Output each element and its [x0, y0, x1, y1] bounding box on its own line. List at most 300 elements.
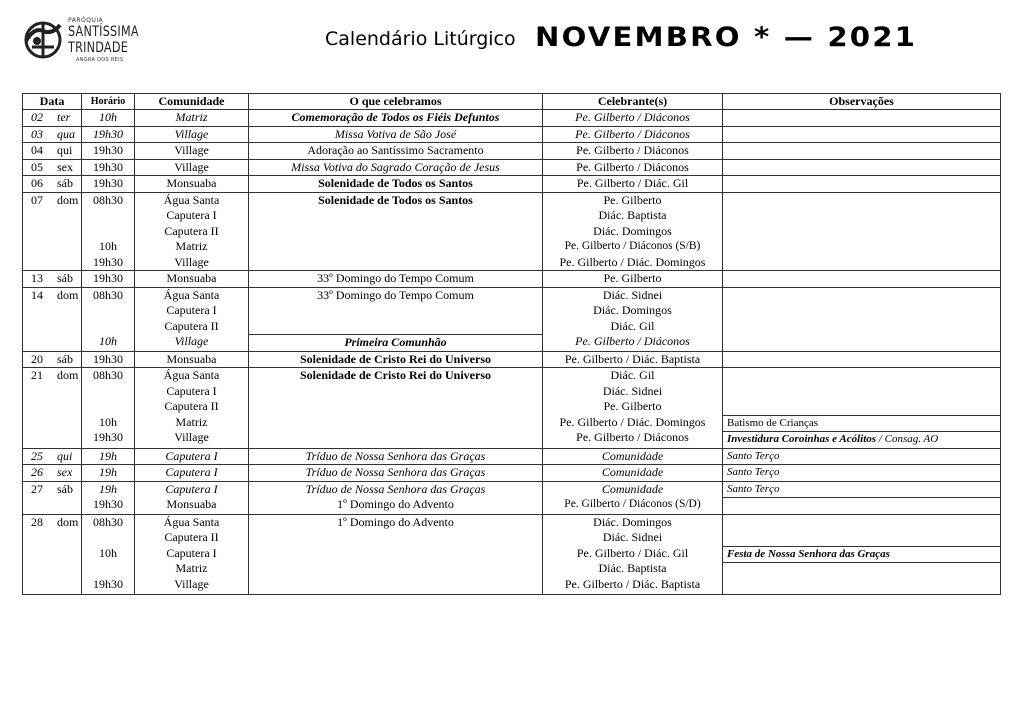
date-label	[23, 160, 81, 176]
time-cell	[82, 448, 135, 465]
date-cell	[23, 110, 82, 127]
weekday: dom	[57, 368, 79, 382]
day-number: 20	[31, 351, 43, 366]
column-header-observations: Observações	[723, 94, 1001, 110]
day-number: 05	[31, 159, 43, 174]
observation-text	[723, 160, 1000, 176]
date-label	[23, 176, 81, 192]
celebrant-name: Pe. Gilberto / Diác. Gil	[576, 176, 689, 190]
table-row	[23, 143, 1001, 160]
observation-text	[723, 239, 1000, 255]
weekday: sex	[57, 159, 73, 174]
community-name: Água Santa	[163, 287, 220, 302]
community-name: Caputera I	[165, 448, 218, 463]
weekday: qui	[57, 448, 73, 463]
day-number: 26	[31, 465, 43, 479]
community-cell	[135, 110, 249, 127]
celebrant-name: Pe. Gilberto / Diáconos	[576, 159, 689, 174]
time-cell	[82, 481, 135, 514]
time-cell	[82, 192, 135, 271]
celebrant-name: Pe. Gilberto	[603, 271, 662, 285]
date-cell	[23, 448, 82, 465]
celebration-cell	[249, 481, 543, 514]
column-header-date: Data	[23, 94, 82, 110]
celebration-text	[249, 530, 542, 546]
time-value: 19h30	[93, 143, 123, 157]
celebrant-name: Comunidade	[601, 448, 664, 463]
time-value: 19h30	[93, 176, 123, 190]
logo-name-line2: TRINDADE	[68, 40, 129, 56]
celebration-cell	[249, 192, 543, 271]
time-value: 19h30	[93, 430, 123, 444]
logo-name-line1: SANTÍSSIMA	[68, 24, 139, 40]
time-cell	[82, 351, 135, 368]
community-name: Água Santa	[163, 368, 220, 382]
weekday: sex	[57, 465, 73, 479]
celebration-text: Tríduo de Nossa Senhora das Graças	[305, 448, 486, 463]
community-name: Monsuaba	[166, 176, 217, 190]
weekday: dom	[57, 287, 79, 302]
community-cell	[135, 126, 249, 143]
time-value: 08h30	[93, 287, 123, 302]
day-number: 28	[31, 514, 43, 529]
observation-text	[723, 319, 1000, 335]
celebrant-name: Diác. Baptista	[598, 561, 667, 575]
observation-text: Batismo de Crianças	[723, 415, 1000, 432]
observation-cell	[723, 143, 1001, 160]
weekday: ter	[57, 110, 71, 124]
celebrant-cell	[543, 448, 723, 465]
community-name: Village	[174, 334, 209, 348]
community-name: Caputera II	[164, 530, 219, 544]
celebration-cell	[249, 448, 543, 465]
table-row	[23, 271, 1001, 288]
community-name: Village	[174, 576, 209, 591]
celebrant-cell	[543, 514, 723, 595]
celebrant-cell	[543, 192, 723, 271]
celebrant-cell	[543, 271, 723, 288]
weekday: dom	[57, 192, 79, 207]
table-row	[23, 110, 1001, 127]
community-cell	[135, 176, 249, 193]
observation-cell	[723, 481, 1001, 514]
celebration-cell	[249, 159, 543, 176]
date-label	[23, 271, 81, 287]
celebrant-name: Pe. Gilberto / Diáconos	[575, 110, 690, 124]
page-title: NOVEMBRO * — 2021	[535, 22, 918, 53]
date-cell	[23, 271, 82, 288]
date-cell	[23, 176, 82, 193]
table-row	[23, 192, 1001, 271]
celebration-cell	[249, 271, 543, 288]
time-value: 08h30	[93, 514, 123, 529]
celebrant-name: Pe. Gilberto / Diáconos	[575, 334, 690, 348]
community-cell	[135, 448, 249, 465]
celebrant-name: Diác. Gil	[610, 318, 655, 333]
celebration-text: Comemoração de Todos os Fiéis Defuntos	[291, 110, 500, 124]
observation-rest: / Consag. AO	[876, 433, 939, 445]
observation-cell	[723, 514, 1001, 595]
observation-text	[723, 562, 1000, 579]
date-cell	[23, 514, 82, 595]
time-value: 19h30	[93, 271, 123, 285]
community-name: Caputera I	[166, 383, 217, 398]
celebration-text: Solenidade de Cristo Rei do Universo	[299, 368, 491, 382]
weekday: sáb	[57, 351, 73, 366]
time-value: 08h30	[93, 192, 123, 207]
observation-cell	[723, 448, 1001, 465]
time-value: 10h	[99, 414, 117, 429]
liturgical-calendar-table	[22, 93, 1001, 595]
community-cell	[135, 368, 249, 449]
celebrant-name: Pe. Gilberto	[603, 399, 662, 413]
time-value: 19h30	[93, 576, 123, 591]
community-name: Água Santa	[163, 192, 220, 207]
observation-cell	[723, 192, 1001, 271]
table-row	[23, 465, 1001, 482]
community-name: Caputera I	[166, 208, 217, 222]
celebrant-name: Pe. Gilberto / Diáconos	[576, 143, 689, 157]
parish-logo	[22, 15, 147, 65]
date-cell	[23, 481, 82, 514]
celebrant-cell	[543, 110, 723, 127]
time-cell	[82, 110, 135, 127]
time-value: 19h	[99, 465, 117, 479]
observation-bold: Investidura Coroinhas e Acólitos	[727, 433, 877, 445]
celebrant-name: Pe. Gilberto / Diáconos	[575, 126, 690, 141]
community-name: Village	[174, 126, 209, 141]
table-row	[23, 159, 1001, 176]
community-name: Caputera I	[165, 481, 218, 496]
observation-cell	[723, 351, 1001, 368]
community-name: Village	[174, 159, 209, 174]
table-row	[23, 514, 1001, 595]
table-row	[23, 126, 1001, 143]
date-cell	[23, 351, 82, 368]
community-name: Village	[174, 143, 209, 157]
celebrant-name: Pe. Gilberto / Diáconos (S/B)	[564, 240, 701, 252]
date-label	[23, 465, 81, 481]
observation-text	[723, 399, 1000, 415]
celebrant-name: Comunidade	[601, 465, 664, 479]
celebrant-name: Diác. Domingos	[593, 514, 672, 529]
celebrant-name: Pe. Gilberto / Diáconos	[576, 430, 689, 444]
community-name: Village	[174, 254, 209, 269]
weekday: sáb	[57, 271, 73, 285]
date-label	[23, 449, 81, 465]
celebration-cell	[249, 351, 543, 368]
observation-text	[723, 271, 1000, 287]
celebrant-name: Pe. Gilberto / Diác. Domingos	[559, 254, 706, 269]
date-label	[23, 515, 81, 531]
community-cell	[135, 465, 249, 482]
celebration-text: 1º Domingo do Advento	[337, 497, 454, 511]
celebration-cell	[249, 287, 543, 351]
observation-text	[723, 431, 1000, 448]
time-value: 10h	[99, 110, 117, 124]
observation-text	[723, 497, 1000, 514]
community-name: Água Santa	[163, 514, 220, 529]
day-number: 27	[31, 481, 43, 496]
time-cell	[82, 176, 135, 193]
community-name: Caputera I	[166, 303, 217, 317]
community-name: Monsuaba	[166, 271, 217, 285]
celebration-text	[249, 384, 542, 400]
celebrant-name: Diác. Domingos	[593, 223, 672, 238]
observation-text	[723, 334, 1000, 350]
observation-text	[723, 515, 1000, 531]
observation-text	[723, 288, 1000, 304]
time-value: 19h	[99, 481, 117, 496]
celebrant-name: Diác. Sidnei	[602, 530, 663, 544]
celebration-text: Missa Votiva do Sagrado Coração de Jesus	[291, 159, 500, 174]
date-cell	[23, 192, 82, 271]
day-number: 06	[31, 176, 43, 190]
observation-text	[723, 176, 1000, 192]
celebrant-name: Diác. Gil	[610, 368, 655, 382]
celebrant-name: Diác. Sidnei	[602, 287, 663, 302]
celebration-cell	[249, 465, 543, 482]
time-cell	[82, 126, 135, 143]
celebration-text	[249, 208, 542, 224]
observation-text	[723, 224, 1000, 240]
community-cell	[135, 143, 249, 160]
column-header-celebration: O que celebramos	[249, 94, 543, 110]
community-name: Village	[174, 430, 209, 444]
celebrant-name: Pe. Gilberto	[603, 192, 662, 207]
community-cell	[135, 481, 249, 514]
celebrant-cell	[543, 126, 723, 143]
date-cell	[23, 126, 82, 143]
celebration-text	[249, 399, 542, 415]
celebration-cell	[249, 126, 543, 143]
date-label	[23, 193, 81, 209]
time-cell	[82, 159, 135, 176]
community-name: Matriz	[175, 561, 208, 575]
time-cell	[82, 143, 135, 160]
day-number: 14	[31, 287, 43, 302]
weekday: qui	[57, 143, 73, 157]
date-label	[23, 352, 81, 368]
community-name: Monsuaba	[166, 497, 217, 511]
observation-text	[723, 193, 1000, 209]
time-value: 19h30	[93, 159, 123, 174]
celebration-text: Tríduo de Nossa Senhora das Graças	[305, 481, 486, 496]
celebration-text: Solenidade de Todos os Santos	[318, 176, 473, 190]
celebration-text: Solenidade de Cristo Rei do Universo	[299, 351, 491, 366]
celebrant-name: Pe. Gilberto / Diác. Domingos	[559, 414, 706, 429]
date-label	[23, 482, 81, 498]
celebration-text: Adoração ao Santíssimo Sacramento	[307, 143, 484, 157]
community-name: Matriz	[175, 110, 208, 124]
celebrant-cell	[543, 368, 723, 449]
observation-text	[723, 143, 1000, 159]
celebration-text: Missa Votiva de São José	[334, 126, 457, 141]
celebrant-name: Diác. Domingos	[593, 303, 672, 317]
celebrant-name: Pe. Gilberto / Diác. Baptista	[564, 576, 701, 591]
celebrant-name: Pe. Gilberto / Diác. Baptista	[564, 351, 701, 366]
trinity-symbol-icon	[22, 19, 64, 59]
day-number: 07	[31, 192, 43, 207]
celebration-cell	[249, 143, 543, 160]
observation-text: Festa de Nossa Senhora das Graças	[723, 546, 1000, 563]
logo-city-label: ANGRA DOS REIS	[76, 57, 124, 63]
time-value: 19h30	[93, 351, 123, 366]
celebrant-cell	[543, 465, 723, 482]
community-name: Caputera I	[165, 465, 218, 479]
celebration-text: 33º Domingo do Tempo Comum	[317, 271, 474, 285]
date-cell	[23, 143, 82, 160]
column-header-community: Comunidade	[135, 94, 249, 110]
celebration-text: 33º Domingo do Tempo Comum	[317, 287, 474, 302]
observation-text	[723, 530, 1000, 546]
celebrant-name: Pe. Gilberto / Diác. Gil	[576, 545, 689, 560]
observation-text	[723, 255, 1000, 271]
time-cell	[82, 514, 135, 595]
table-row	[23, 448, 1001, 465]
day-number: 13	[31, 271, 43, 285]
community-name: Caputera II	[164, 223, 219, 238]
time-value: 19h30	[93, 254, 123, 269]
celebration-text	[249, 303, 542, 319]
observation-cell	[723, 287, 1001, 351]
community-cell	[135, 159, 249, 176]
table-row	[23, 287, 1001, 351]
celebrant-cell	[543, 481, 723, 514]
calendar-subtitle: Calendário Litúrgico	[325, 28, 516, 50]
weekday: sáb	[57, 481, 73, 496]
table-row	[23, 351, 1001, 368]
community-name: Monsuaba	[166, 351, 217, 366]
time-value: 19h30	[93, 497, 123, 511]
time-value: 10h	[99, 239, 117, 253]
celebrant-cell	[543, 176, 723, 193]
time-value	[82, 399, 134, 415]
day-number: 02	[31, 110, 43, 124]
date-label	[23, 288, 81, 304]
day-number: 04	[31, 143, 43, 157]
observation-text: Santo Terço	[727, 449, 780, 462]
observation-text: Santo Terço	[727, 466, 780, 478]
observation-text: Santo Terço	[727, 482, 780, 495]
celebration-text	[249, 319, 542, 335]
table-row	[23, 481, 1001, 514]
celebration-text	[249, 430, 542, 446]
time-cell	[82, 368, 135, 449]
time-cell	[82, 271, 135, 288]
community-name: Matriz	[175, 239, 208, 253]
observation-text	[723, 579, 1000, 595]
time-value	[82, 561, 134, 577]
celebration-cell	[249, 110, 543, 127]
date-cell	[23, 287, 82, 351]
table-row	[23, 176, 1001, 193]
community-cell	[135, 271, 249, 288]
celebration-text	[249, 546, 542, 562]
day-number: 21	[31, 368, 43, 382]
time-value	[82, 530, 134, 546]
celebration-cell	[249, 368, 543, 449]
celebration-text	[249, 561, 542, 577]
time-value: 08h30	[93, 368, 123, 382]
time-value	[82, 224, 134, 240]
celebration-text	[249, 577, 542, 593]
time-value: 19h30	[93, 126, 123, 141]
celebrant-name: Diác. Sidnei	[602, 383, 663, 398]
observation-cell	[723, 110, 1001, 127]
celebration-text: 1º Domingo do Advento	[337, 514, 454, 529]
observation-cell	[723, 159, 1001, 176]
celebration-cell	[249, 176, 543, 193]
celebration-text	[249, 224, 542, 240]
table-row	[23, 368, 1001, 449]
observation-text	[723, 127, 1000, 143]
table-header-row	[23, 94, 1001, 110]
celebrant-cell	[543, 143, 723, 160]
time-value	[82, 319, 134, 335]
celebrant-cell	[543, 351, 723, 368]
observation-cell	[723, 465, 1001, 482]
date-cell	[23, 368, 82, 449]
celebration-text: Solenidade de Todos os Santos	[318, 192, 473, 207]
observation-text	[723, 110, 1000, 126]
weekday: qua	[57, 126, 75, 141]
community-name: Caputera I	[166, 545, 217, 560]
celebration-text	[249, 255, 542, 271]
observation-text	[723, 208, 1000, 224]
time-value	[82, 384, 134, 400]
weekday: dom	[57, 514, 79, 529]
observation-text	[723, 368, 1000, 384]
observation-cell	[723, 126, 1001, 143]
day-number: 25	[31, 448, 43, 463]
time-value: 10h	[99, 334, 117, 348]
date-label	[23, 368, 81, 384]
observation-cell	[723, 368, 1001, 449]
community-name: Matriz	[175, 414, 208, 429]
community-cell	[135, 351, 249, 368]
community-cell	[135, 287, 249, 351]
celebrant-name: Diác. Baptista	[598, 208, 667, 222]
celebration-cell	[249, 514, 543, 595]
logo-parish-label: PARÓQUIA	[68, 17, 104, 24]
celebration-text: Tríduo de Nossa Senhora das Graças	[305, 465, 486, 479]
date-label	[23, 110, 81, 126]
observation-text	[723, 352, 1000, 368]
date-label	[23, 143, 81, 159]
time-value: 19h	[99, 448, 117, 463]
community-cell	[135, 514, 249, 595]
date-cell	[23, 159, 82, 176]
observation-cell	[723, 271, 1001, 288]
time-cell	[82, 287, 135, 351]
column-header-time: Horário	[82, 94, 135, 110]
celebrant-cell	[543, 287, 723, 351]
day-number: 03	[31, 126, 43, 141]
celebration-text	[249, 239, 542, 255]
community-name: Caputera II	[164, 399, 219, 413]
celebrant-cell	[543, 159, 723, 176]
date-cell	[23, 465, 82, 482]
celebrant-name: Comunidade	[601, 481, 664, 496]
celebration-text	[249, 415, 542, 431]
celebration-text: Primeira Comunhão	[249, 334, 542, 351]
time-value	[82, 208, 134, 224]
observation-cell	[723, 176, 1001, 193]
weekday: sáb	[57, 176, 73, 190]
community-cell	[135, 192, 249, 271]
time-value	[82, 303, 134, 319]
